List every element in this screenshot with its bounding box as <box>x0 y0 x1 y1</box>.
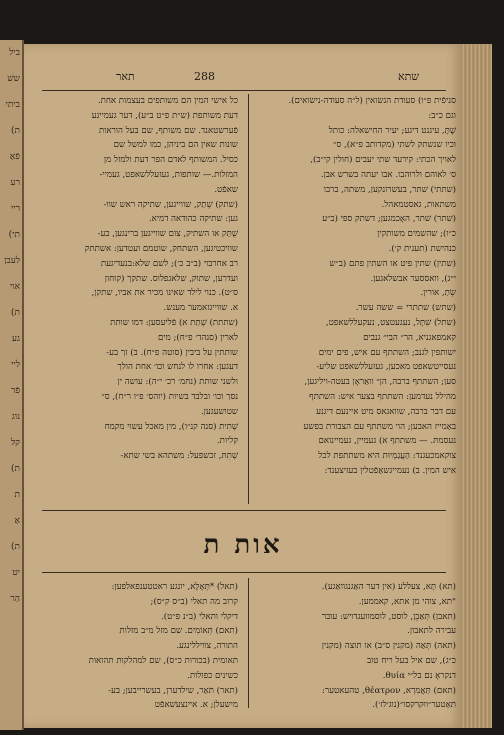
text-line: מישעלן; א. אײנצעשׁאפֿט <box>154 700 238 711</box>
text-line: איש המין. ב) נעמייגשאַפֿטלין בעזיצענד: <box>324 465 456 476</box>
text-line: (תאר) תֹּאַר, שילדערן, בעשרייבען; בע- <box>108 685 238 696</box>
text-line: (תאה) תְּאַה (מקנין ס״ב) או תוצה (מקנין <box>321 641 456 652</box>
text-line: גען: שתיקה כהודאה דמיא. <box>148 214 238 225</box>
text-line: כסיל. המשותף לאדם הפר דעת ולמזל מן <box>103 155 238 166</box>
page-header <box>24 70 462 86</box>
strip-text: נוג <box>11 412 20 422</box>
text-line: עם דבר ברבה, שוואגאס מיט איינעם דיגנע <box>316 406 456 417</box>
text-line: עבירה לתאבון. <box>407 626 456 637</box>
lower-right-column <box>260 580 456 713</box>
right-column <box>260 94 456 479</box>
text-line: פֿערשטאנד. שם משותף, שם בעל הוראות <box>98 125 238 136</box>
strip-text: ריי <box>10 204 20 214</box>
text-line: תאומית (בכורות כ״ס), שם למהלקות תהואות <box>88 655 238 666</box>
strip-text: הַר <box>10 594 20 604</box>
text-line: י״ג), וואססער אבשלאגען. <box>370 273 456 284</box>
text-line: קרוב מה תאלי (ב״ס ק״ס); <box>150 596 238 607</box>
text-line: שְׁתִית (סנה קנ״ו), מין מאכל עשוי מקמח <box>104 421 238 432</box>
text-line: (תאם) תְּאוֹמִים. שם מזל מ״ב מזלות <box>119 626 238 637</box>
text-line: לאויך הכתי: קירעד שתי יעבים (חולין קי״ב), <box>310 155 456 166</box>
section-rule-top <box>42 510 446 511</box>
text-line: דנקראָ נם בל״י θυία. <box>382 670 456 681</box>
text-line: שותתין על ביבין (סוטה פ״ח). ב) זך בע- <box>106 347 238 358</box>
text-line: (תאל) *תְּאָלָא, יונגע ראטטענפאלפען: <box>111 582 238 592</box>
lower-column-divider <box>248 578 249 708</box>
text-line: דעגען: אחרו לו לנחש וכו׳ אחת הולך <box>117 362 238 373</box>
text-line: התורה, צוויללינגע. <box>176 641 238 652</box>
text-line: רב אחרבוי (ב״ב כ׳); לשם שלא:בנעדיגעת <box>100 258 238 269</box>
text-line: דעת משותפת (ש״ת פ״ט ב״ע), דער געמיינע <box>91 110 238 121</box>
strip-text: לעבן <box>4 256 20 266</box>
strip-text: ליי <box>11 360 20 370</box>
strip-text: פֿאַ <box>9 152 20 162</box>
text-line: כ״ג), שם איל בעל ריח טוב <box>366 655 456 666</box>
text-line: (שׁתר) שׁתר, האָכמגען; דשתק ספי (ב״ע <box>322 214 456 225</box>
text-line: "תא, צוהי מן אתא, קאממען. <box>358 596 456 607</box>
strip-text: ששׁ <box>7 74 20 84</box>
strip-text: פֿר <box>10 386 20 396</box>
text-line: שְׁתִתּ, זכשפעל: משתהא בשי שתא- <box>120 451 238 462</box>
strip-text: ביתי <box>5 100 20 110</box>
section-title: אות ת <box>203 530 283 560</box>
text-line: כנהישת (תענית ק׳). <box>388 243 456 254</box>
text-line: א. שווייגזאמער מענש. <box>163 303 238 314</box>
strip-text: גע <box>11 334 20 344</box>
page-edges <box>462 44 492 728</box>
text-line: שאפֿט. <box>214 184 238 195</box>
text-line: (תאבן) תְּאַבֵן, לוסט, לוסמוועגדויש: עובר <box>321 611 456 622</box>
text-line: שונות שאין הם ביניהן, כמו למשל שם <box>113 140 238 151</box>
strip-text: אַ <box>14 516 20 526</box>
text-line: המזלות.— שותפות, געזעללשאפט, געמיי- <box>99 169 238 180</box>
text-line: וגם כ״ב: <box>428 110 456 121</box>
text-line: (תא) תָּא, צעללע (אין דער האַגנגוואַגע). <box>321 582 456 592</box>
text-line: באַמייז האבען; הוי משתתף עם הצבורת בפשע <box>303 421 456 432</box>
column-divider <box>248 94 249 504</box>
strip-text: ביל <box>9 48 20 58</box>
text-line: דיקלי ותאלי (ב״נ פ״ט). <box>161 611 238 622</box>
strip-text: (ת <box>10 126 20 136</box>
page-number: 288 <box>194 70 215 83</box>
text-line: נעסמתּ. — משתתף א) געמיין, געמיינואם <box>318 436 456 447</box>
text-line: כשינים כפולות. <box>187 670 238 681</box>
strip-text: רע <box>10 178 20 188</box>
text-line: שֻׁתַּק או השתיק, צום שווייגען ברינגען, בע- <box>97 229 238 240</box>
text-line: לארין (סנהד׳ פ״ח); מים <box>158 332 238 343</box>
text-line: (שתק) שְׁתַק, שווייגען, שתיקה ראש שוו- <box>103 199 238 210</box>
header-right-word: שתא <box>398 70 420 83</box>
text-line: סען; השתתף ברבה, הן״ וואַראָן בעטה-ויליגען, <box>304 377 456 388</box>
text-line: קליות. <box>216 436 238 447</box>
left-column <box>42 94 238 464</box>
strip-text: קל <box>10 438 20 448</box>
strip-text: (ת <box>10 308 20 318</box>
text-line: שטושעגען. <box>200 406 238 417</box>
text-line: שְׂתַ, אורין. <box>420 288 456 299</box>
text-line: (שתין) שתין פיט או השתין פתם (ב״ש <box>329 258 456 269</box>
strip-text: (ת <box>10 464 20 474</box>
text-line: משתאות, גאסטמאהל. <box>381 199 456 210</box>
book-page <box>24 44 462 728</box>
text-line: מהילל נעדמען: השתתף בצער איש: השתתף <box>309 391 456 402</box>
text-line: (שתל) שִׁתָּל, נעגעטצט, נעקעללשאפט, <box>325 317 456 328</box>
lower-left-column <box>42 580 238 713</box>
text-line: שוויכטיגען, השתחק, שוטמם ועטדען: אשתתק <box>84 243 238 254</box>
text-line: ס׳ לאוהם ולרוהבו. אבו יעתה בשרש אבן. <box>320 169 456 180</box>
text-line: צוקאמכעגנד: הַעֲגַמְיוּת היא משתתפת לכל <box>318 451 456 462</box>
text-line: קאמפאגניא, הר״ הבי״ גנבים <box>363 332 456 343</box>
adjacent-page-strip <box>0 40 24 730</box>
text-line: וכיו שנשתק לשתי (מקדותב פ״א), ס״ <box>333 140 456 151</box>
text-line: נעסייטשאפט מאכען, געזעללשאפט שליע- <box>316 362 456 373</box>
strip-text: יט <box>12 568 20 578</box>
text-line: (שתתת) שְׁתַת א) פֿליעסען: דמו שותת <box>110 317 238 328</box>
text-line: (תאם) תַּאֲמִרְא, θέατρον, טהעאטער: <box>322 685 456 696</box>
strip-text: (תי <box>8 230 20 240</box>
text-line: ס״ט). כנוי לילד שאינו מכיר את אביו, שתקן, <box>91 288 238 299</box>
header-rule <box>42 90 446 91</box>
strip-text: (ת <box>10 542 20 552</box>
section-rule-bottom <box>42 572 446 573</box>
text-line: כ״ו); שהשמים משותקין <box>377 229 456 240</box>
text-line: שָׁתָּ, עיגנט דיגע; יעיר החישאלה: כותל <box>328 125 456 136</box>
header-left-word: תאר <box>116 70 135 83</box>
text-line: ישותפין לגנב; השתתף עם איש, פים ימים <box>318 347 456 358</box>
text-line: כל אישי המין הם משותפים בעצמות אחת. <box>97 96 238 106</box>
text-line: סניפֿית פ״ו) סעודת הנשׂואין (ל״ה סעודה-נישׂואים). <box>288 96 456 106</box>
text-line: תאַטער״ווּקרקסו״(נוג׳לז׳). <box>372 700 456 711</box>
strip-text: ת <box>14 490 20 500</box>
strip-text: אוי <box>9 282 20 292</box>
text-line: ולשני שותת (נחמ׳ רכ׳ י״ה): עושה ין <box>117 377 238 388</box>
text-line: ועדרען, שתוק, שלאגפלוס. שתקך (קוחון <box>104 273 238 284</box>
text-line: (שתש) שתתרי = ששה עשר. <box>355 303 456 314</box>
text-line: נסך וכו׳ ובלבד בשיות (יוהס׳ פ״ו ר״ח), ס״ <box>101 391 238 402</box>
text-line: (שתתי) שׁתּר, בעשׁרונקען, משתה, ברבו <box>323 184 456 195</box>
